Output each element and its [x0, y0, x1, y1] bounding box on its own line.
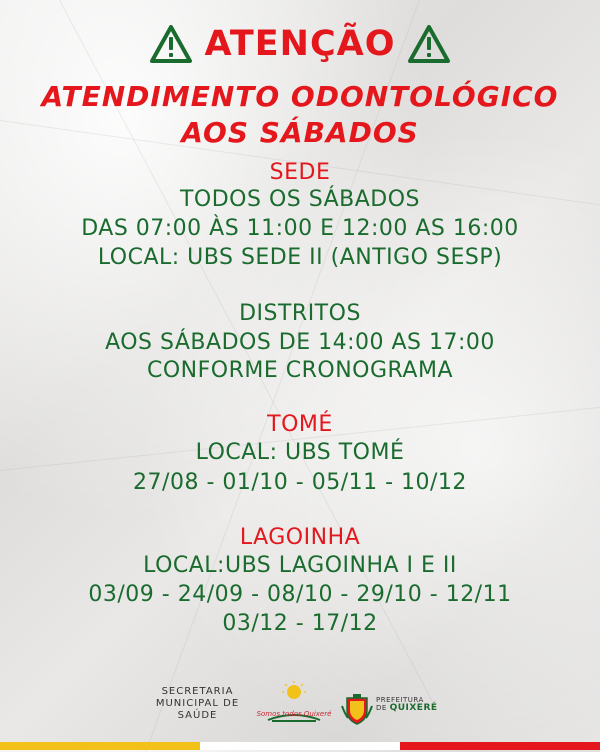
stripe-yellow	[0, 742, 200, 750]
sede-line: DAS 07:00 ÀS 11:00 E 12:00 AS 16:00	[81, 216, 519, 241]
tome-line: LOCAL: UBS TOMÉ	[195, 440, 405, 465]
lagoinha-line: LOCAL:UBS LAGOINHA I E II	[143, 553, 457, 578]
section-heading-distritos: DISTRITOS	[239, 301, 361, 326]
page-title: ATENÇÃO	[204, 24, 396, 64]
subtitle-line-2: AOS SÁBADOS	[181, 116, 419, 149]
distritos-line: CONFORME CRONOGRAMA	[146, 358, 454, 383]
lagoinha-line: 03/12 - 17/12	[222, 611, 378, 636]
title-row	[0, 20, 600, 68]
sede-line: LOCAL: UBS SEDE II (ANTIGO SESP)	[97, 245, 503, 270]
stripe-red	[400, 742, 600, 750]
secretaria-logo-text: SECRETARIA MUNICIPAL DE SAÚDE	[155, 686, 240, 721]
warning-triangle-icon	[149, 24, 193, 64]
tome-line: 27/08 - 01/10 - 05/11 - 10/12	[133, 470, 467, 495]
prefeitura-logo-text: PREFEITURA DE QUIXERÉ	[376, 696, 438, 713]
warning-triangle-icon	[407, 24, 451, 64]
section-heading-tome: TOMÉ	[267, 412, 333, 437]
lagoinha-line: 03/09 - 24/09 - 08/10 - 29/10 - 12/11	[88, 582, 512, 607]
section-heading-sede: SEDE	[269, 160, 331, 185]
subtitle-line-1: ATENDIMENTO ODONTOLÓGICO	[41, 80, 559, 113]
sede-line: TODOS OS SÁBADOS	[179, 187, 421, 212]
section-heading-lagoinha: LAGOINHA	[239, 525, 361, 550]
prefeitura-coat-of-arms-icon	[340, 692, 374, 726]
stripe-white	[200, 742, 400, 750]
distritos-line: AOS SÁBADOS DE 14:00 AS 17:00	[105, 330, 495, 355]
somos-todos-quixere-logo	[258, 680, 330, 726]
footer-logos	[0, 680, 600, 734]
somos-todos-quixere-text: Somos todos Quixeré	[256, 710, 332, 718]
